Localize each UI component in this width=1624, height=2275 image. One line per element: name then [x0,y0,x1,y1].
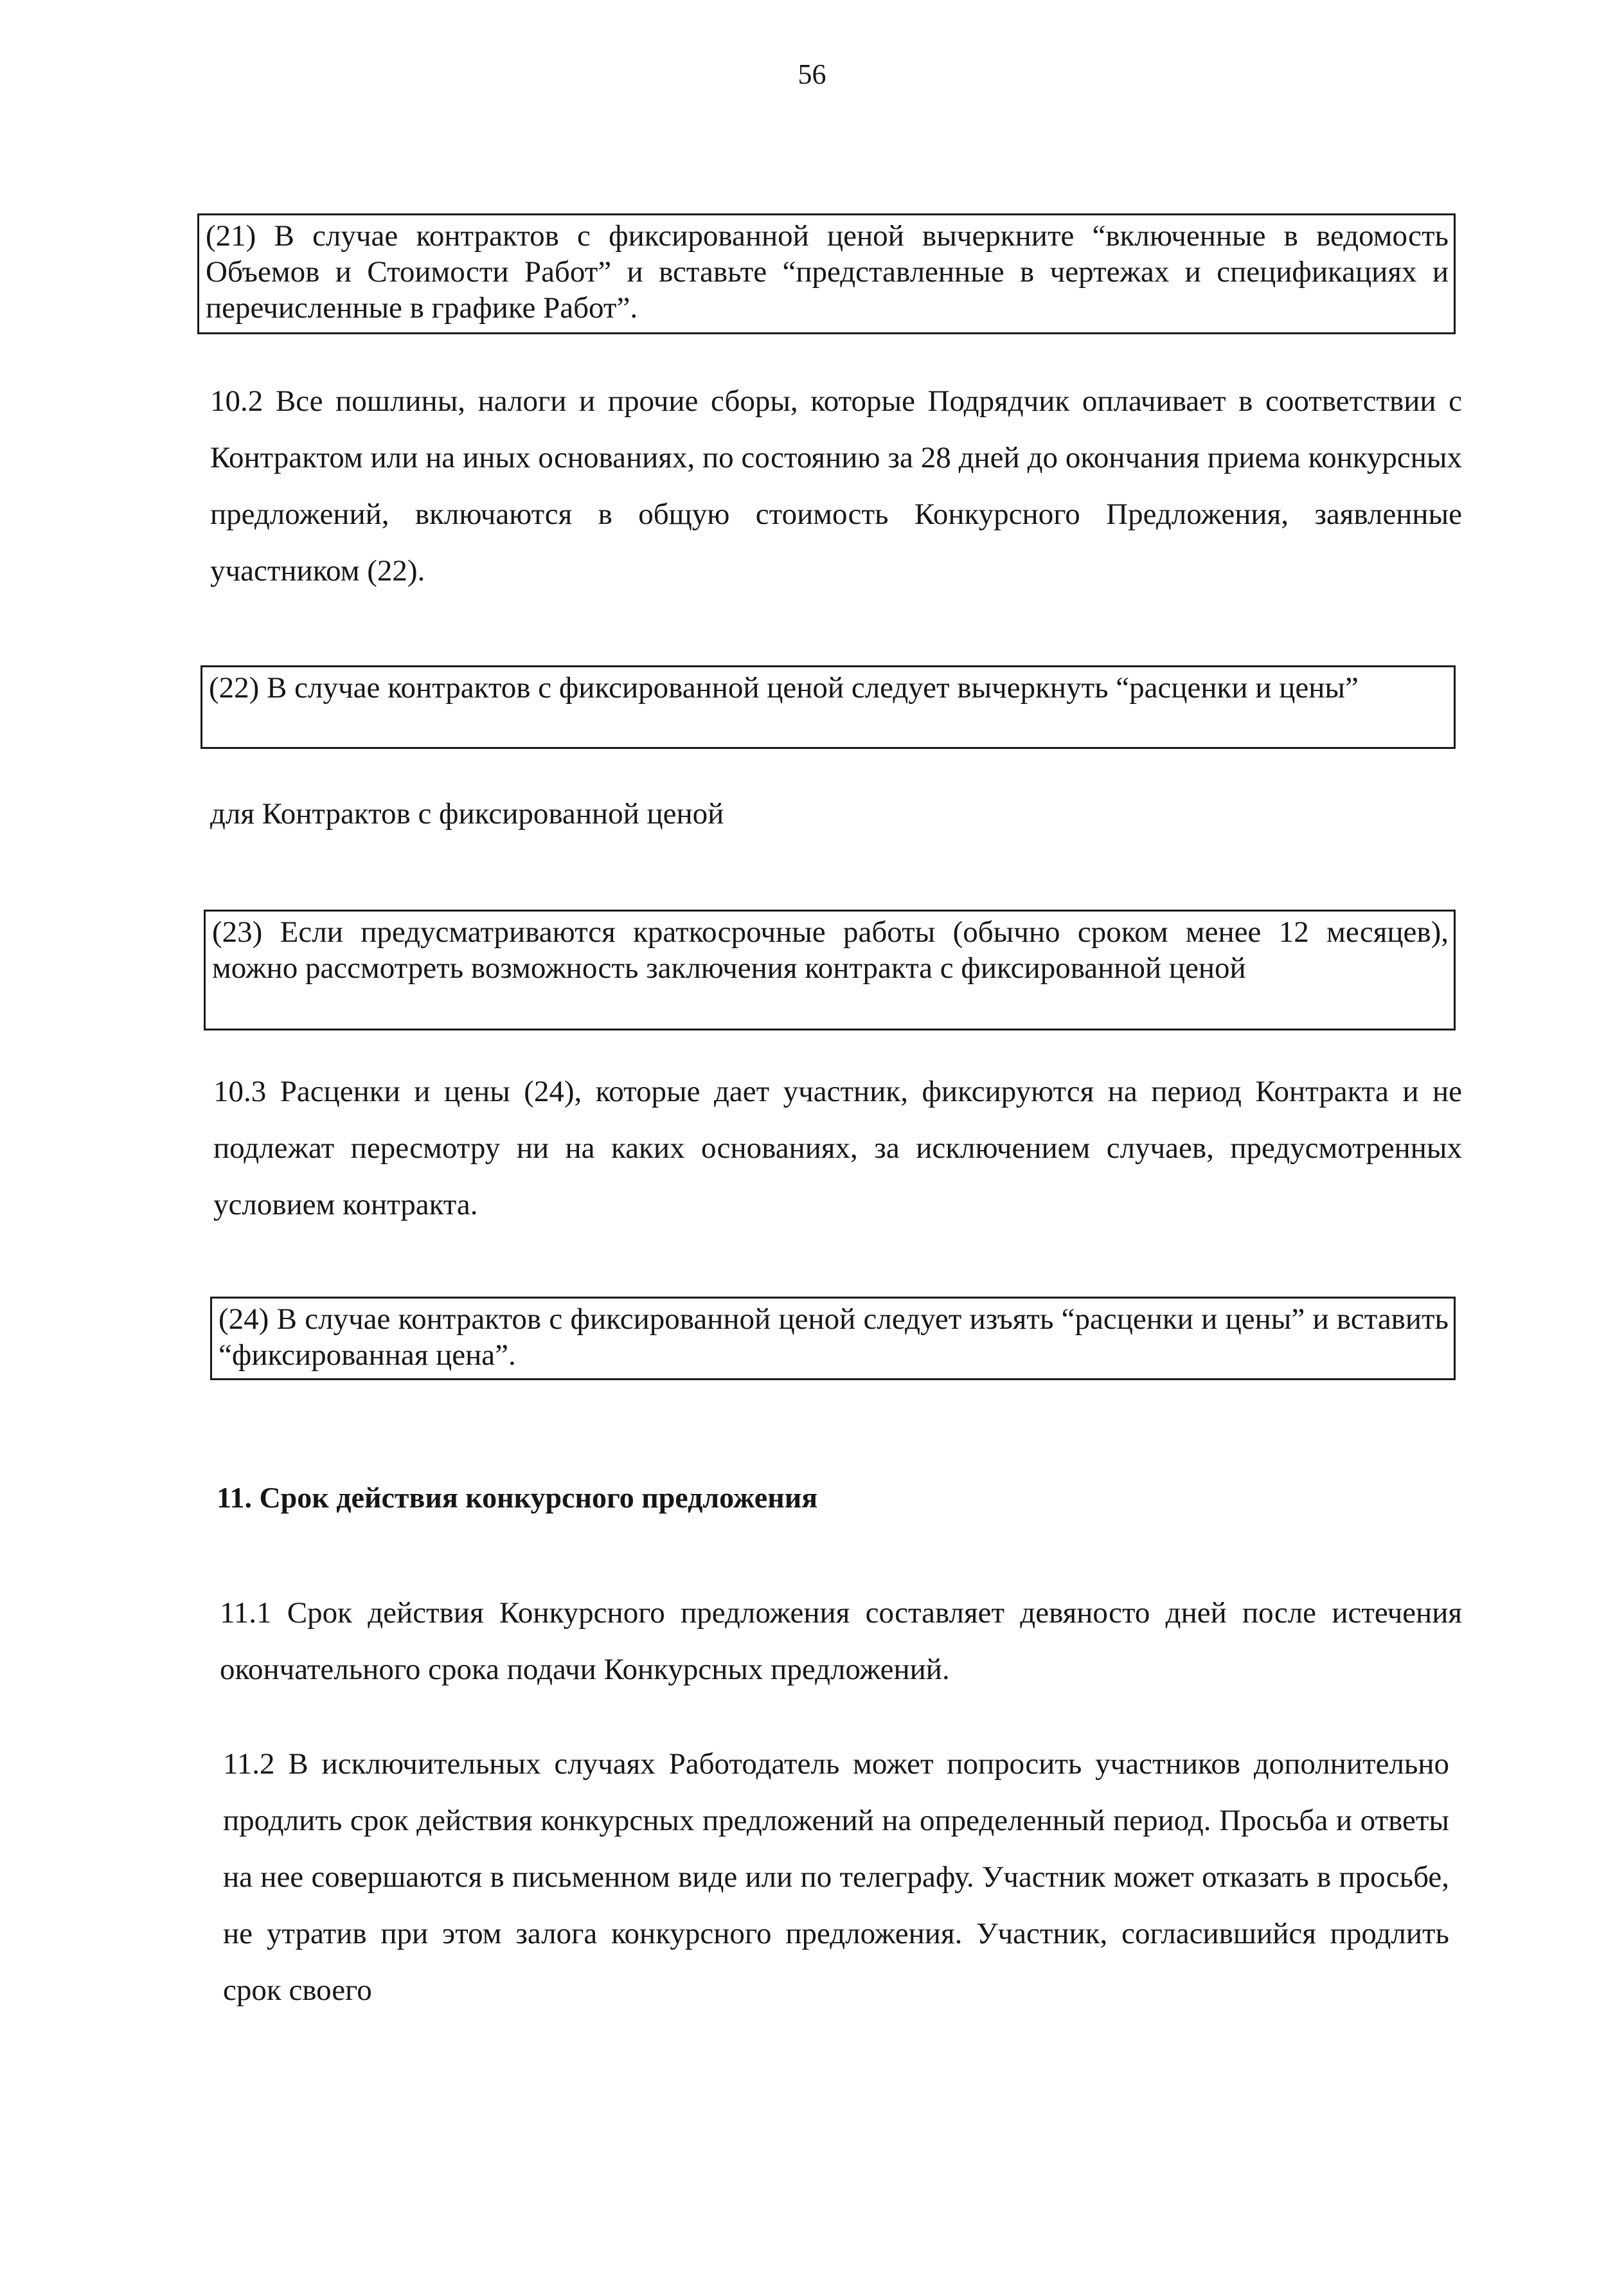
paragraph-10-3: 10.3 Расценки и цены (24), которые дает участник, фиксируются на период Контракта и не подлежат пересмотру ни на каких основаниях, за исключением случаев, предусмотренных условием контракта. [213,1075,1462,1221]
fixed-price-note: для Контрактов с фиксированной ценой [210,797,724,831]
footnote-23: (23) Если предусматриваются краткосрочные работы (обычно сроком менее 12 месяцев), можно рассмотреть возможность заключения контракта с фиксированной ценой [204,910,1456,1030]
page-number: 56 [798,58,826,90]
paragraph-11-2: 11.2 В исключительных случаях Работодатель может попросить участников дополнительно продлить срок действия конкурсных предложений на определенный период. Просьба и ответы на нее совершаются в письменном виде или по телеграфу. Участник может отказать в просьбе, не утратив при этом залога конкурсного предложения. Участник, согласившийся продлить срок своего [223,1747,1449,2007]
section-11-heading: 11. Срок действия конкурсного предложения [217,1481,818,1514]
paragraph-11-1: 11.1 Срок действия Конкурсного предложения составляет девяносто дней после истечения окончательного срока подачи Конкурсных предложений. [220,1596,1462,1686]
footnote-22: (22) В случае контрактов с фиксированной ценой следует вычеркнуть “расценки и цены” [201,665,1456,749]
footnote-24: (24) В случае контрактов с фиксированной ценой следует изъять “расценки и цены” и вставить “фиксированная цена”. [210,1297,1456,1380]
footnote-21: (21) В случае контрактов с фиксированной ценой вычеркните “включенные в ведомость Объемов и Стоимости Работ” и вставьте “представленные в чертежах и спецификациях и перечисленные в графике Работ”. [197,213,1456,334]
paragraph-10-2: 10.2 Все пошлины, налоги и прочие сборы, которые Подрядчик оплачивает в соответствии с Контрактом или на иных основаниях, по состоянию за 28 дней до окончания приема конкурсных предложений, включаются в общую стоимость Конкурсного Предложения, заявленные участником (22). [210,384,1462,588]
